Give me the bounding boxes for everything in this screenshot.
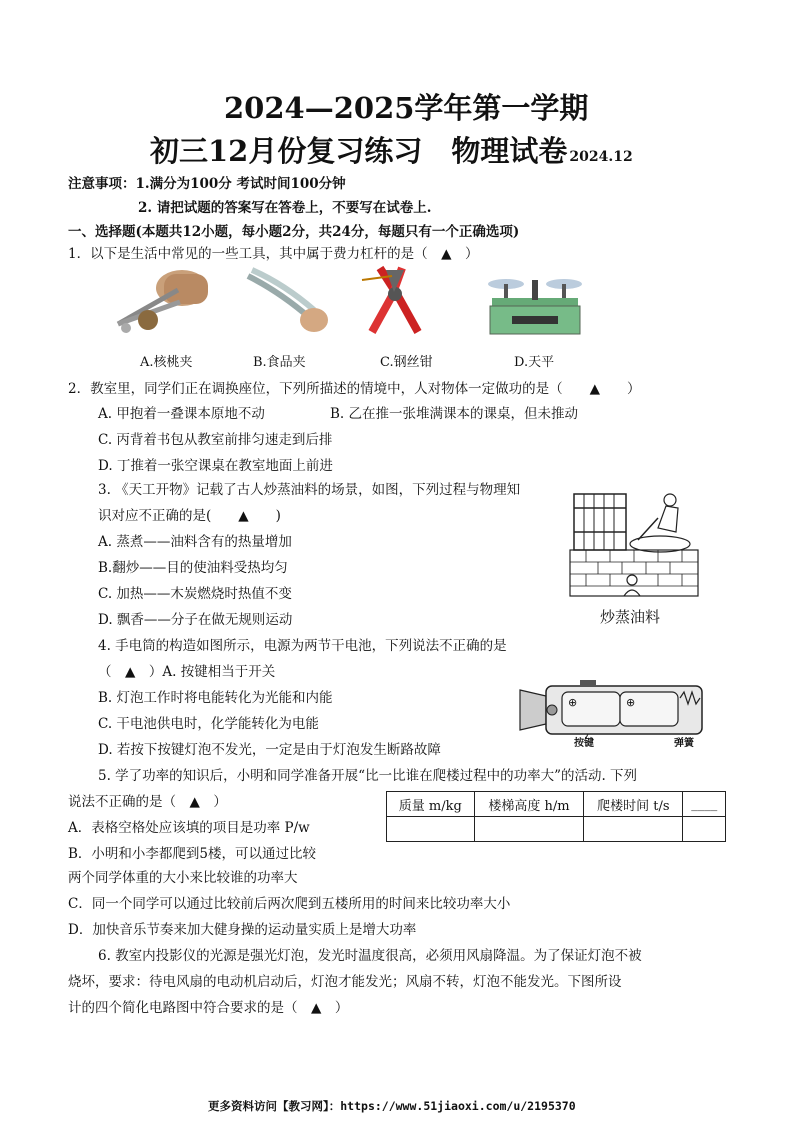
q2-stem: 2．教室里，同学们正在调换座位，下列所描述的情境中，人对物体一定做功的是（ ▲ ） [68, 381, 641, 397]
power-measurement-table [386, 791, 726, 842]
q4-option-c: C. 干电池供电时，化学能转化为电能 [98, 716, 319, 732]
table-cell [683, 817, 726, 842]
table-cell [387, 817, 475, 842]
q1-option-b: B.食品夹 [253, 355, 306, 370]
q6-line1: 6. 教室内投影仪的光源是强光灯泡，发光时温度很高，必须用风扇降温。为了保证灯泡不被 [98, 948, 642, 964]
oil-steaming-illustration [566, 488, 702, 628]
title-date: 2024.12 [569, 149, 633, 165]
title-line2 [150, 129, 633, 170]
q3-stem-line2: 识对应不正确的是( ▲ ) [98, 508, 281, 524]
q5-option-b-line1: B．小明和小李都爬到5楼，可以通过比较 [68, 846, 317, 862]
balance-scale-image [482, 262, 588, 340]
flashlight-key-label: 按键 [574, 738, 594, 749]
q2-option-d: D. 丁推着一张空课桌在教室地面上前进 [98, 458, 333, 474]
note-1: 注意事项：1.满分为100分 考试时间100分钟 [68, 176, 346, 192]
q6-line2: 烧坏，要求：待电风扇的电动机启动后，灯泡才能发光；风扇不转，灯泡不能发光。下图所设 [68, 974, 622, 990]
q3-option-b: B.翻炒——目的使油料受热均匀 [98, 560, 288, 576]
q5-stem-line2: 说法不正确的是（ ▲ ） [68, 794, 227, 810]
q2-option-c: C. 丙背着书包从教室前排匀速走到后排 [98, 432, 333, 448]
q1-option-c: C.钢丝钳 [380, 355, 433, 370]
table-cell [474, 817, 584, 842]
table-cell [584, 817, 683, 842]
section-1-heading: 一、选择题(本题共12小题，每小题2分，共24分，每题只有一个正确选项) [68, 224, 520, 240]
svg-text:⊕: ⊕ [568, 696, 578, 709]
q5-stem-line1: 5. 学了功率的知识后，小明和同学准备开展“比一比谁在爬楼过程中的功率大”的活动. 下列 [98, 768, 638, 784]
q4-option-b: B. 灯泡工作时将电能转化为光能和内能 [98, 690, 333, 706]
title-line2-text: 初三12月份复习练习 物理试卷 [150, 134, 568, 168]
table-header-blank: ____ [683, 792, 726, 817]
q1-stem: 1．以下是生活中常见的一些工具，其中属于费力杠杆的是（ ▲ ） [68, 246, 479, 262]
q4-option-d: D. 若按下按键灯泡不发光，一定是由于灯泡发生断路故障 [98, 742, 441, 758]
note-2: 2. 请把试题的答案写在答卷上，不要写在试卷上. [138, 200, 432, 216]
q4-stem-line1: 4. 手电筒的构造如图所示，电源为两节干电池，下列说法不正确的是 [98, 638, 507, 654]
q5-option-a: A．表格空格处应该填的项目是功率 P/w [68, 820, 310, 836]
flashlight-spring-label: 弹簧 [674, 738, 694, 749]
q5-option-c: C．同一个同学可以通过比较前后两次爬到五楼所用的时间来比较功率大小 [68, 896, 511, 912]
q3-option-d: D. 飘香——分子在做无规则运动 [98, 612, 293, 628]
flashlight-diagram [516, 676, 710, 750]
food-tongs-image [240, 262, 330, 340]
footer-link[interactable]: 更多资料访问【教习网】：https://www.51jiaoxi.com/u/2195370 [208, 1099, 576, 1113]
q5-option-b-line2: 两个同学体重的大小来比较谁的功率大 [68, 870, 298, 886]
q1-option-a: A.核桃夹 [140, 355, 193, 370]
table-row [387, 792, 726, 817]
wire-pliers-image [358, 262, 432, 340]
q3-stem-line1: 3. 《天工开物》记载了古人炒蒸油料的场景，如图，下列过程与物理知 [98, 482, 521, 498]
table-header-mass: 质量 m/kg [387, 792, 475, 817]
q3-option-a: A. 蒸煮——油料含有的热量增加 [98, 534, 292, 550]
table-row [387, 817, 726, 842]
q1-option-d: D.天平 [514, 355, 555, 370]
q6-line3: 计的四个简化电路图中符合要求的是（ ▲ ） [68, 1000, 349, 1016]
svg-text:⊕: ⊕ [626, 696, 636, 709]
walnut-cracker-image [108, 262, 212, 340]
title-line1: 2024—2025学年第一学期 [224, 91, 589, 125]
q2-option-a: A. 甲抱着一叠课本原地不动 [98, 406, 265, 422]
table-header-time: 爬楼时间 t/s [584, 792, 683, 817]
q4-stem-line2: （ ▲ ）A. 按键相当于开关 [98, 664, 276, 680]
table-header-height: 楼梯高度 h/m [474, 792, 584, 817]
q3-option-c: C. 加热——木炭燃烧时热值不变 [98, 586, 292, 602]
q5-option-d: D．加快音乐节奏来加大健身操的运动量实质上是增大功率 [68, 922, 417, 938]
q2-option-b: B. 乙在推一张堆满课本的课桌，但未推动 [330, 406, 579, 422]
oil-steaming-caption: 炒蒸油料 [600, 608, 661, 626]
